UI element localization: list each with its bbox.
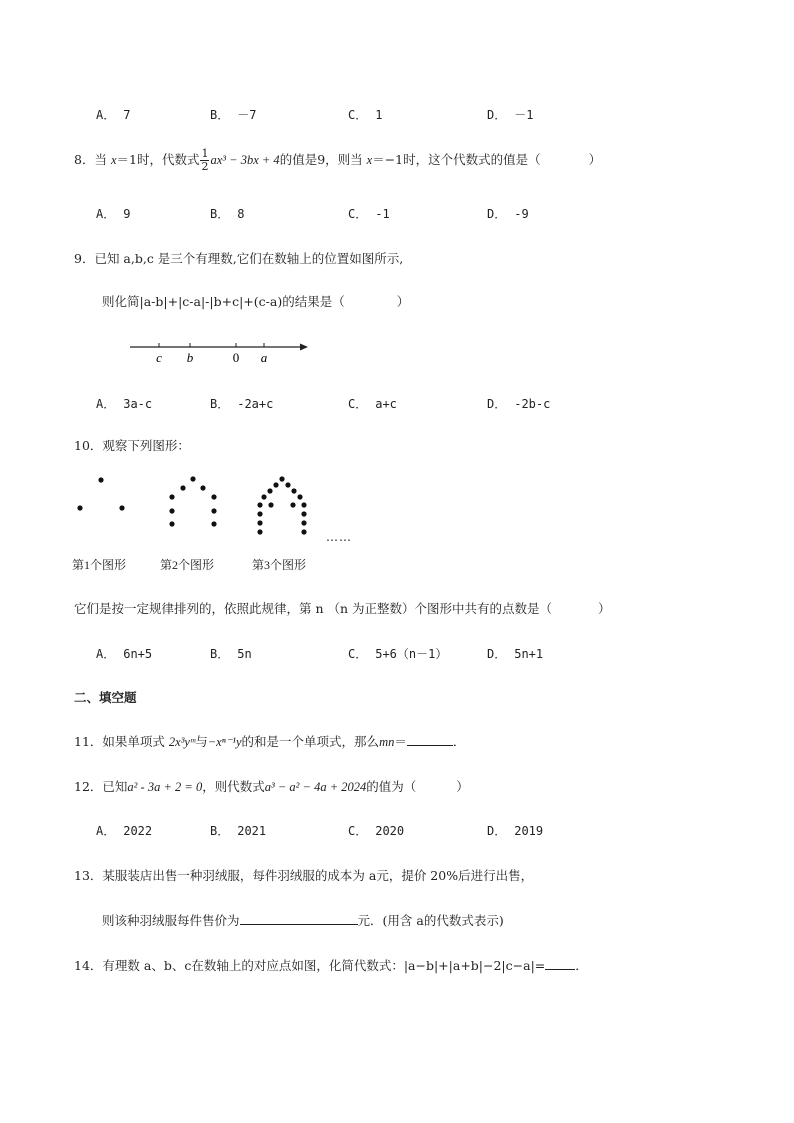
- section-fill-in-title: 二、填空题: [74, 690, 137, 705]
- question-13-stem: 13．某服装店出售一种羽绒服，每件羽绒服的成本为 a元，提价 20%后进行出售，: [74, 868, 534, 883]
- figure-ellipsis: ……: [326, 530, 352, 544]
- number-line-figure: [120, 332, 320, 366]
- question-10-stem: 10．观察下列图形：: [74, 438, 190, 453]
- q12-option-c[interactable]: C． 2020: [348, 824, 405, 838]
- q8-option-c[interactable]: C． -1: [348, 207, 390, 221]
- dot-pattern-figure: [66, 468, 326, 548]
- dot-figure-3: [257, 476, 306, 534]
- q10-option-a[interactable]: A． 6n+5: [96, 647, 153, 661]
- number-line-arrow: [300, 344, 308, 351]
- question-9-prompt: 则化简|a-b|+|c-a|-|b+c|+(c-a)的结果是（ ）: [102, 294, 410, 309]
- q10-option-c[interactable]: C． 5+6（n－1）: [348, 647, 448, 661]
- label-b: b: [186, 350, 194, 365]
- q9-option-a[interactable]: A． 3a-c: [96, 397, 153, 411]
- label-a: a: [260, 350, 268, 365]
- q14-answer-blank[interactable]: [545, 957, 575, 970]
- question-12-stem: 12．已知a² - 3a + 2 = 0，则代数式a³ − a² − 4a + 2024的值为（ ）: [74, 779, 469, 794]
- q8-option-a[interactable]: A． 9: [96, 207, 131, 221]
- q12-options: [96, 822, 656, 838]
- dot-figure-1: [77, 477, 124, 510]
- question-13-prompt: 则该种羽绒服每件售价为 元．(用含 a的代数式表示): [102, 913, 504, 928]
- q9-option-b[interactable]: B． -2a+c: [210, 397, 274, 411]
- question-10-prompt: 它们是按一定规律排列的，依照此规律，第 n （n 为正整数）个图形中共有的点数是（ ）: [74, 601, 611, 616]
- caption-figure-1: 第1个图形: [72, 558, 127, 572]
- q10-option-b[interactable]: B． 5n: [210, 647, 252, 661]
- question-14-stem: 14．有理数 a、b、c在数轴上的对应点如图，化简代数式：|a−b|+|a+b|−2|c−a|= ．: [74, 958, 588, 973]
- q12-option-d[interactable]: D． 2019: [487, 824, 544, 838]
- q9-option-c[interactable]: C． a+c: [348, 397, 397, 411]
- q8-option-b[interactable]: B． 8: [210, 207, 245, 221]
- question-8-stem: 8．当 x＝1时，代数式 $\frac{1}{2}$ ax³ − 3bx + 4的值是9，则当 x＝−1时，这个代数式的值是（ ）: [74, 147, 602, 173]
- q10-option-d[interactable]: D． 5n+1: [487, 647, 544, 661]
- q13-answer-blank[interactable]: [240, 912, 358, 925]
- caption-figure-3: 第3个图形: [252, 558, 307, 572]
- q7-option-b[interactable]: B． －7: [210, 108, 257, 122]
- q9-options: [96, 395, 656, 411]
- q9-option-d[interactable]: D． -2b-c: [487, 397, 551, 411]
- fraction-one-half: $\frac{1}{2}$: [201, 147, 209, 173]
- dot-figure-2: [169, 476, 216, 526]
- q8-options: [96, 205, 656, 221]
- q7-option-c[interactable]: C． 1: [348, 108, 383, 122]
- q7-option-d[interactable]: D． －1: [487, 108, 534, 122]
- q7-options: [96, 106, 656, 122]
- question-11-stem: 11．如果单项式 2x³yᵐ与−xⁿ⁻¹y的和是一个单项式，那么mn＝ ．: [74, 734, 466, 749]
- q10-options: [96, 645, 656, 661]
- q12-option-a[interactable]: A． 2022: [96, 824, 153, 838]
- label-zero: 0: [232, 350, 240, 365]
- caption-figure-2: 第2个图形: [160, 558, 215, 572]
- question-9-stem: 9．已知 a,b,c 是三个有理数,它们在数轴上的位置如图所示,: [74, 251, 404, 266]
- label-c: c: [156, 350, 162, 365]
- q7-option-a[interactable]: A． 7: [96, 108, 131, 122]
- q8-option-d[interactable]: D． -9: [487, 207, 529, 221]
- q11-answer-blank[interactable]: [407, 733, 453, 746]
- q12-option-b[interactable]: B． 2021: [210, 824, 267, 838]
